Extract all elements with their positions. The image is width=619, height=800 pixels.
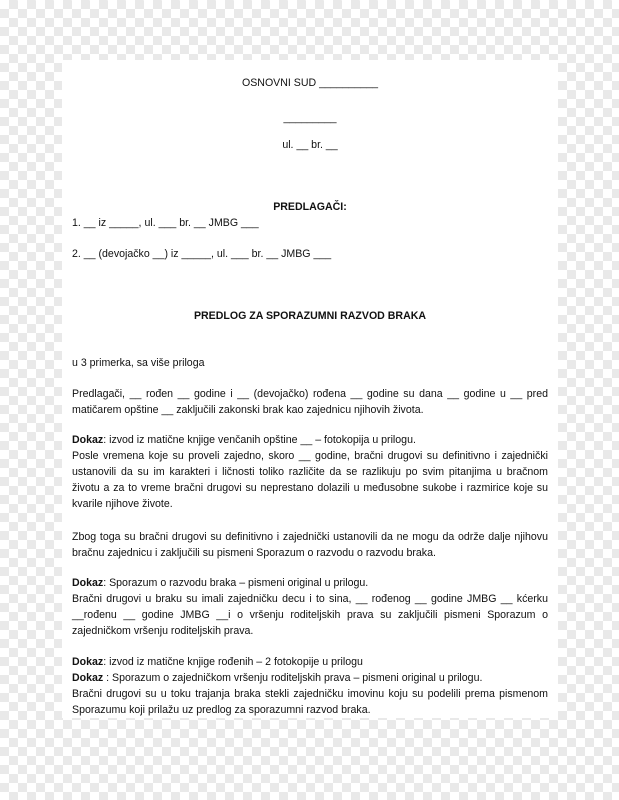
document-page xyxy=(62,60,558,718)
proof-text: : Sporazum o zajedničkom vršenju roditeljskih prava – pismeni original u prilogu. xyxy=(103,672,483,684)
document-title: PREDLOG ZA SPORAZUMNI RAZVOD BRAKA xyxy=(193,310,427,322)
petitioners-heading: PREDLAGAČI: xyxy=(273,201,347,213)
proof-text: : izvod iz matične knjige rođenih – 2 fotokopije u prilogu xyxy=(103,656,363,668)
petitioner-2: 2. __ (devojačko __) iz _____, ul. ___ br. __ JMBG ___ xyxy=(72,248,332,260)
proof-marriage-record xyxy=(72,432,416,448)
petitioner-1: 1. __ iz _____, ul. ___ br. __ JMBG ___ xyxy=(72,217,259,229)
proof-birth-record xyxy=(72,654,363,670)
proof-label: Dokaz xyxy=(72,434,104,446)
paragraph-children: Bračni drugovi u braku su imali zajedničku decu i to sina, __ rođenog __ godine JMBG __ kćerku __rođenu __ godine JMBG __i o vršenju roditeljskih prava su zaključili pismeni Sporazum o zajedničkom vršenju roditeljskih prava. xyxy=(72,593,548,637)
court-line: OSNOVNI SUD __________ xyxy=(241,77,379,89)
proof-divorce-agreement xyxy=(72,575,368,591)
paragraph-marriage: Predlagači, __ rođen __ godine i __ (devojačko) rođena __ godine su dana __ godine u __ pred matičarem opštine __ zaključili zakonski brak kao zajednicu njihovih života. xyxy=(72,388,548,416)
proof-label: Dokaz xyxy=(72,577,104,589)
proof-label: Dokaz xyxy=(72,656,104,668)
proof-text: : Sporazum o razvodu braka – pismeni original u prilogu. xyxy=(103,577,369,589)
paragraph-agreement: Zbog toga su bračni drugovi su definitivno i zajednički ustanovili da ne mogu da održe dalje njihovu bračnu zajednicu i zaključili su pismeni Sporazum o razvodu o razvodu braka. xyxy=(72,531,548,559)
copies-note: u 3 primerka, sa više priloga xyxy=(72,357,205,369)
proof-text: : izvod iz matične knjige venčanih opštine __ – fotokopija u prilogu. xyxy=(103,434,416,446)
proof-parental-agreement xyxy=(72,670,482,686)
paragraph-differences: Posle vremena koje su proveli zajedno, skoro __ godine, bračni drugovi su definitivno i zajednički ustanovili da su im karakteri i ličnosti toliko različite da se razlikuju po svim pitanjima u bračnom životu a za to vreme bračni drugovi su neprestano dolazili u međusobne sukobe i razmirice koje su kvarile njihove živote. xyxy=(72,450,548,510)
court-blank: _________ xyxy=(283,112,337,124)
paragraph-property: Bračni drugovi su u toku trajanja braka stekli zajedničku imovinu koju su podelili prema pismenom Sporazumu koji prilažu uz predlog za sporazumni razvod braka. xyxy=(72,688,548,716)
court-address: ul. __ br. __ xyxy=(282,139,338,151)
proof-label: Dokaz xyxy=(72,672,104,684)
